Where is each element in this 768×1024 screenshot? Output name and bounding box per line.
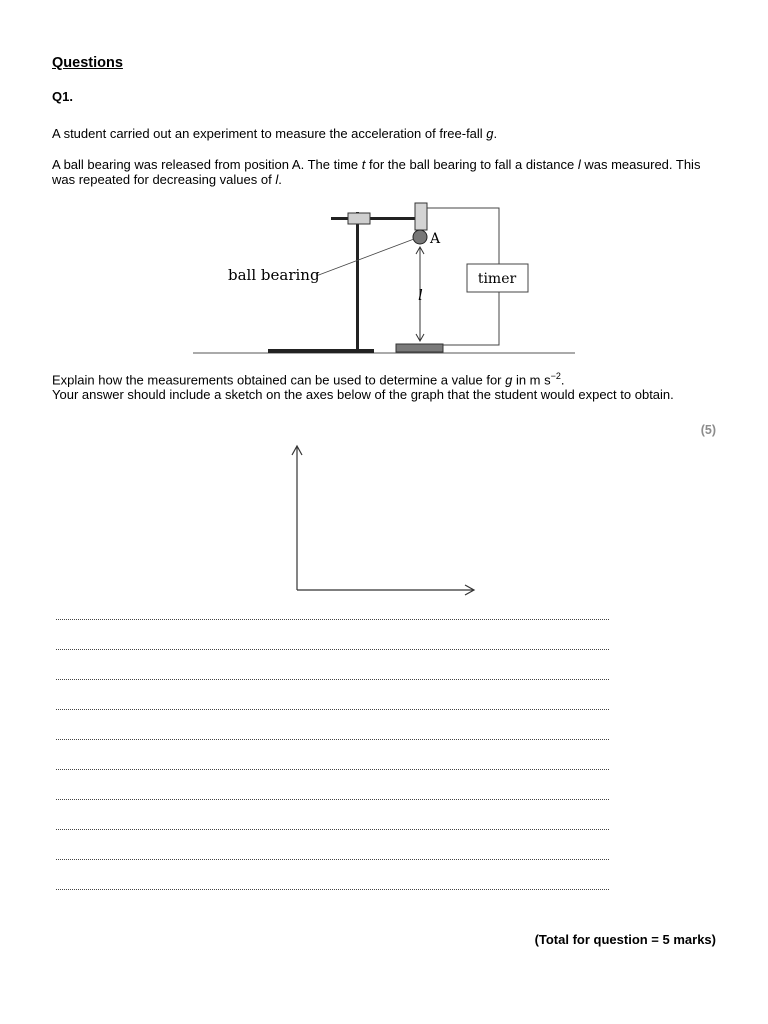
- marks-indicator: (5): [700, 423, 716, 437]
- question-number: Q1.: [52, 89, 73, 104]
- intro-paragraph-1: [52, 126, 712, 141]
- answer-line[interactable]: [56, 860, 609, 890]
- intro-p1-end: .: [493, 126, 498, 141]
- answer-line[interactable]: [56, 650, 609, 680]
- task-paragraph: [52, 369, 712, 402]
- answer-line[interactable]: [56, 609, 609, 620]
- stand-rod: [356, 212, 359, 352]
- var-l: l: [577, 157, 581, 172]
- label-timer: timer: [477, 271, 517, 287]
- answer-line[interactable]: [56, 620, 609, 650]
- task-units: in m s: [512, 372, 551, 388]
- ball-bearing: [413, 230, 427, 244]
- trapdoor-pad: [396, 344, 443, 352]
- intro-p2-text-3: was measured. This was repeated for decreasing values of: [52, 157, 701, 187]
- answer-line[interactable]: [56, 740, 609, 770]
- intro-p2-end: .: [278, 172, 282, 187]
- intro-paragraph-2: [52, 157, 712, 187]
- answer-line[interactable]: [56, 710, 609, 740]
- label-pointer-line: [316, 239, 414, 276]
- intro-p2-text-2: for the ball bearing to fall a distance: [365, 157, 578, 172]
- intro-p2-text-1: A ball bearing was released from position A. The time: [52, 157, 362, 172]
- total-marks: (Total for question = 5 marks): [534, 932, 716, 947]
- answer-line[interactable]: [56, 830, 609, 860]
- task-var-g: g: [505, 372, 513, 388]
- label-a: A: [430, 231, 441, 247]
- task-units-exponent: −2: [550, 371, 561, 381]
- boss-clamp: [348, 213, 370, 224]
- var-g: g: [486, 126, 494, 141]
- task-line2-text: Your answer should include a sketch on the axes below of the graph that the student would expect to obtain.: [52, 387, 674, 403]
- clamp-arm: [331, 217, 426, 220]
- wire-bottom: [443, 292, 499, 345]
- task-line1-text: Explain how the measurements obtained can be used to determine a value for: [52, 372, 506, 388]
- graph-axes: [285, 440, 485, 600]
- apparatus-diagram: [190, 198, 580, 358]
- var-l-2: l: [275, 172, 279, 187]
- var-t: t: [361, 157, 366, 172]
- label-l: l: [418, 286, 423, 304]
- answer-lines[interactable]: [56, 609, 609, 890]
- answer-line[interactable]: [56, 800, 609, 830]
- intro-p1-text: A student carried out an experiment to measure the acceleration of free-fall: [52, 126, 487, 141]
- task-line1-end: .: [560, 372, 565, 388]
- label-ball-bearing: ball bearing: [228, 266, 320, 284]
- answer-line[interactable]: [56, 770, 609, 800]
- answer-line[interactable]: [56, 680, 609, 710]
- section-heading: Questions: [52, 55, 123, 71]
- release-mechanism: [415, 203, 427, 230]
